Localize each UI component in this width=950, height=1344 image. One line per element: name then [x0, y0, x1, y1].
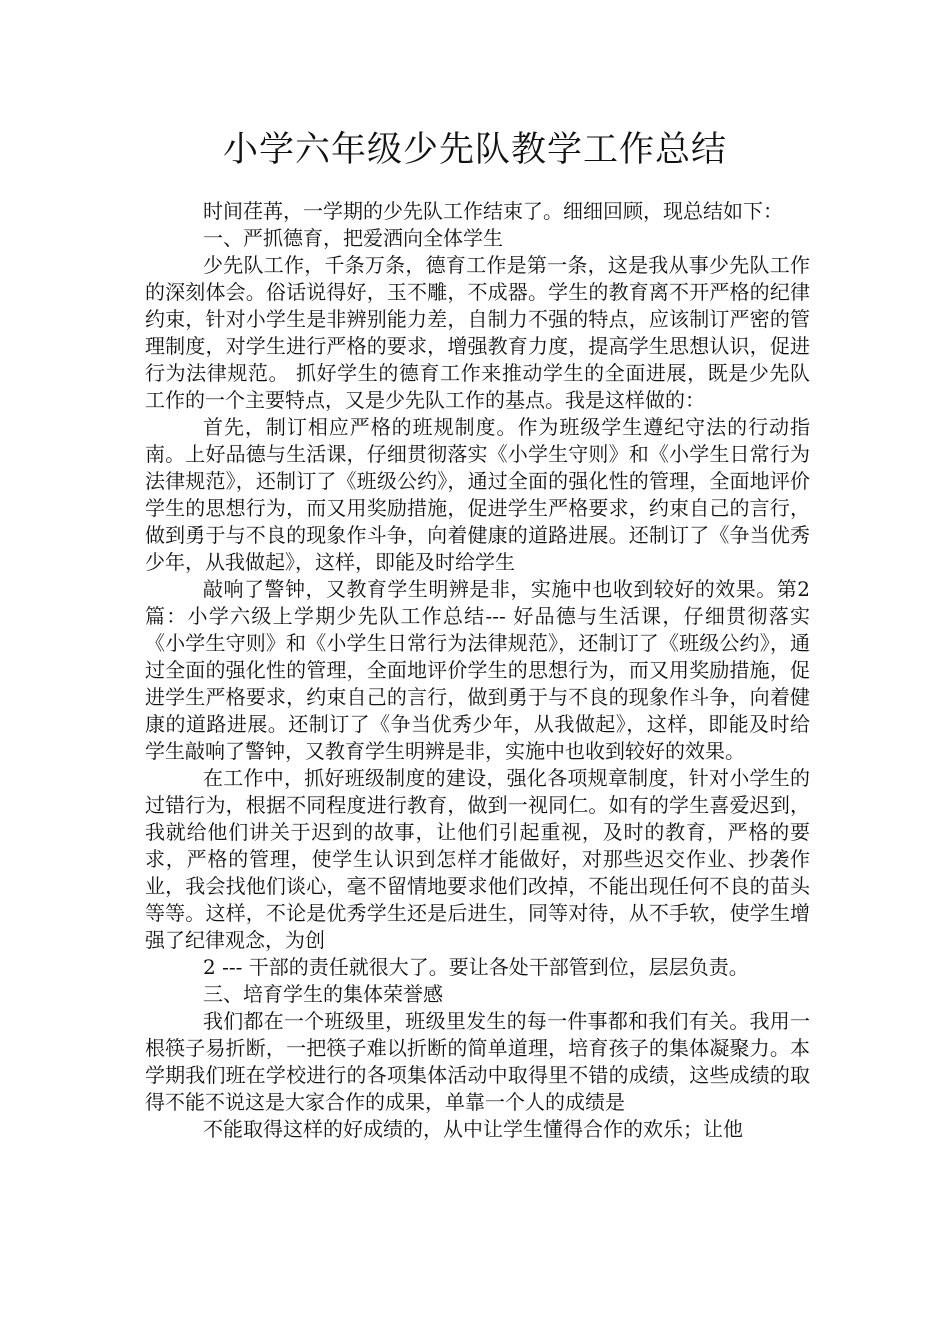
document-body — [145, 198, 810, 1143]
document-title: 小学六年级少先队教学工作总结 — [222, 130, 727, 170]
paragraph: 2 --- 干部的责任就很大了。要让各处干部管到位，层层负责。 — [203, 955, 749, 979]
paragraph: 少先队工作，千条万条，德育工作是第一条，这是我从事少先队工作的深刻体会。俗话说得好，玉不雕，不成器。学生的教育离不开严格的纪律约束，针对小学生是非辨别能力差，自制力不强的特点，应该制订严密的管理制度，对学生进行严格的要求，增强教育力度，提高学生思想认识，促进行为法律规范。 抓好学生的德育工作来推动学生的全面进展，既是少先队工作的一个主要特点，又是少先队工作的基点。我是这样做的： — [145, 253, 810, 412]
paragraph: 我们都在一个班级里，班级里发生的每一件事都和我们有关。我用一根筷子易折断，一把筷子难以折断的简单道理，培育孩子的集体凝聚力。本学期我们班在学校进行的各项集体活动中取得里不错的成绩，这些成绩的取得不能不说这是大家合作的成果，单靠一个人的成绩是 — [145, 1009, 810, 1114]
section-heading-1: 一、严抓德育，把爱洒向全体学生 — [203, 226, 503, 250]
paragraph-intro: 时间荏苒，一学期的少先队工作结束了。细细回顾，现总结如下： — [203, 199, 783, 223]
section-heading-3: 三、培育学生的集体荣誉感 — [203, 982, 443, 1006]
paragraph: 敲响了警钟，又教育学生明辨是非，实施中也收到较好的效果。第2篇：小学六级上学期少先队工作总结--- 好品德与生活课，仔细贯彻落实《小学生守则》和《小学生日常行为法律规范》，还制订了《班级公约》，通过全面的强化性的管理，全面地评价学生的思想行为，而又用奖励措施，促进学生严格要求，约束自己的言行，做到勇于与不良的现象作斗争，向着健康的道路进展。还制订了《争当优秀少年，从我做起》，这样，即能及时给学生敲响了警钟，又教育学生明辨是非，实施中也收到较好的效果。 — [145, 577, 810, 763]
paragraph: 不能取得这样的好成绩的，从中让学生懂得合作的欢乐；让他 — [203, 1117, 743, 1141]
paragraph: 首先，制订相应严格的班规制度。作为班级学生遵纪守法的行动指南。上好品德与生活课，仔细贯彻落实《小学生守则》和《小学生日常行为法律规范》，还制订了《班级公约》，通过全面的强化性的管理，全面地评价学生的思想行为，而又用奖励措施，促进学生严格要求，约束自己的言行，做到勇于与不良的现象作斗争，向着健康的道路进展。还制订了《争当优秀少年，从我做起》，这样，即能及时给学生 — [145, 415, 810, 574]
paragraph: 在工作中，抓好班级制度的建设，强化各项规章制度，针对小学生的过错行为，根据不同程度进行教育，做到一视同仁。如有的学生喜爱迟到，我就给他们讲关于迟到的故事，让他们引起重视，及时的教育，严格的要求，严格的管理，使学生认识到怎样才能做好，对那些迟交作业、抄袭作业，我会找他们谈心，毫不留情地要求他们改掉，不能出现任何不良的苗头等等。这样，不论是优秀学生还是后进生，同等对待，从不手软，使学生增强了纪律观念，为创 — [145, 766, 810, 952]
